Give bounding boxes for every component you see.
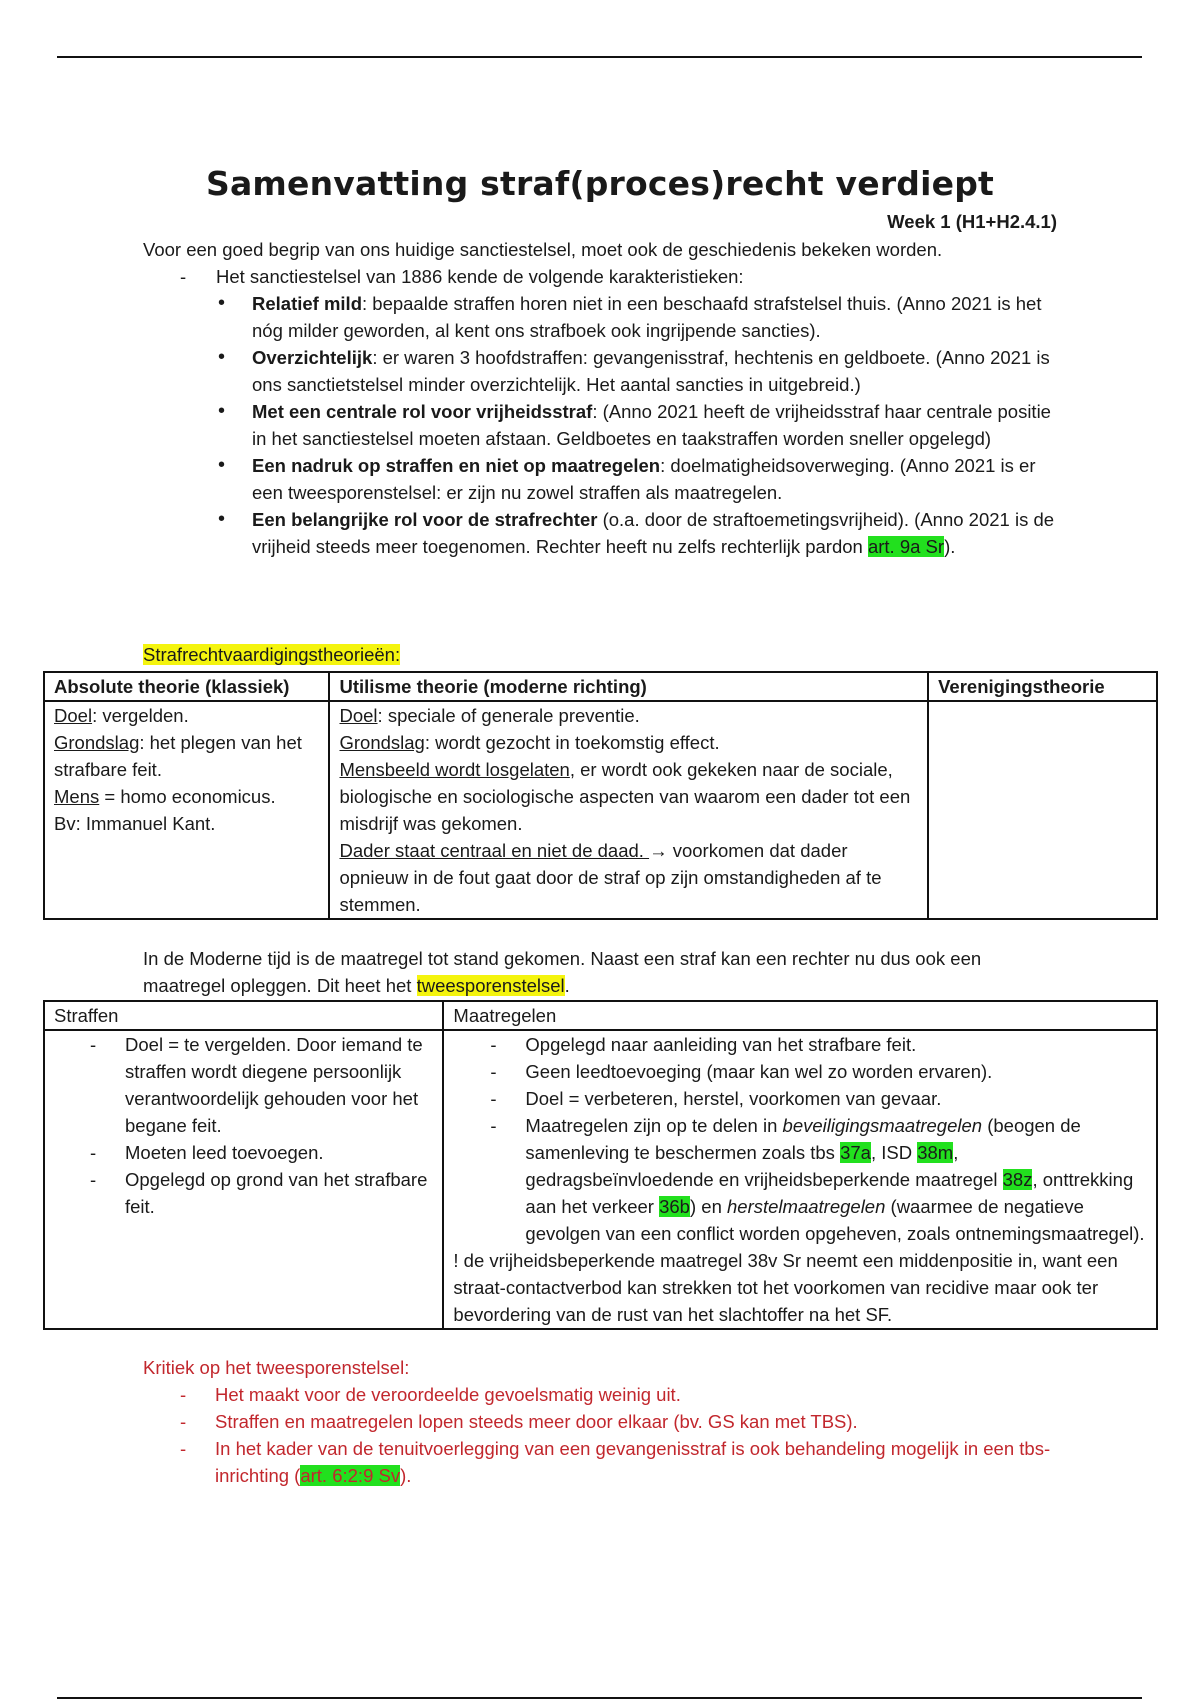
list-item: • Met een centrale rol voor vrijheidsstraf: (Anno 2021 heeft de vrijheidsstraf haar centrale positie in het sanctiestelsel moeten afstaan. Geldboetes en taakstraffen worden sneller opgelegd) [218, 400, 1051, 449]
list-item: - Doel = te vergelden. Door iemand te straffen wordt diegene persoonlijk verantwoordelijk gehouden voor het begane feit. [90, 1034, 423, 1136]
article-highlight: 37a [840, 1142, 871, 1163]
table-header: Utilisme theorie (moderne richting) [329, 672, 928, 701]
article-highlight: art. 9a Sr [867, 536, 945, 557]
list-item: • Relatief mild: bepaalde straffen horen niet in een beschaafd strafstelsel thuis. (Anno 2021 is het nóg milder geworden, al kent ons strafboek ook ingrijpende sancties). [218, 292, 1042, 341]
list-item: - Opgelegd op grond van het strafbare feit. [90, 1169, 428, 1217]
article-highlight: 36b [659, 1196, 690, 1217]
kritiek-title: Kritiek op het tweesporenstelsel: [143, 1357, 410, 1378]
document-title: Samenvatting straf(proces)recht verdiept [205, 164, 995, 203]
top-rule [57, 56, 1142, 58]
table-row [44, 1030, 1157, 1329]
article-highlight: 38z [1002, 1169, 1033, 1190]
table-header: Verenigingstheorie [928, 672, 1157, 701]
characteristics-list [215, 290, 1055, 560]
list-item: • Een belangrijke rol voor de strafrechter (o.a. door de straftoemetingsvrijheid). (Anno 2021 is de vrijheid steeds meer toegenomen. Rechter heeft nu zelfs rechterlijk pardon art. 9a Sr). [218, 508, 1055, 557]
sanctions-table [43, 1000, 1158, 1330]
bullet-icon: • [218, 454, 226, 476]
table-header: Straffen [44, 1001, 443, 1030]
note-text: ! de vrijheidsbeperkende maatregel 38v Sr neemt een middenpositie in, want een straat-contactverbod kan strekken tot het voorkomen van recidive maar ook ter bevordering van de rust van het slachtoffer na het SF. [453, 1250, 1118, 1325]
list-item: - Maatregelen zijn op te delen in beveiligingsmaatregelen (beogen de samenleving te beschermen zoals tbs 37a, ISD 38m, gedragsbeïnvloedende en vrijheidsbeperkende maatregel 38z, onttrekking aan het verkeer 36b) en herstelmaatregelen (waarmee de negatieve gevolgen van een conflict worden opgeheven, zoals ontnemingsmaatregel). [490, 1115, 1145, 1244]
table-header-row [44, 672, 1157, 701]
list-item: - Straffen en maatregelen lopen steeds meer door elkaar (bv. GS kan met TBS). [180, 1411, 858, 1432]
maatregelen-cell [443, 1030, 1157, 1329]
list-item: - Doel = verbeteren, herstel, voorkomen van gevaar. [490, 1088, 942, 1109]
table-header: Absolute theorie (klassiek) [44, 672, 329, 701]
utilism-theory-cell: Doel: speciale of generale preventie. Grondslag: wordt gezocht in toekomstig effect. Mensbeeld wordt losgelaten, er wordt ook gekeken naar de sociale, biologische en sociologische aspecten van waarom een dader tot een misdrijf was gekomen. Dader staat centraal en niet de daad. → voorkomen dat dader opnieuw in de fout gaat door de straf op zijn omstandigheden af te stemmen. [329, 701, 928, 919]
theories-table [43, 671, 1158, 920]
intro-paragraph: Voor een goed begrip van ons huidige sanctiestelsel, moet ook de geschiedenis bekeken worden. [143, 239, 943, 260]
list-item: - Geen leedtoevoeging (maar kan wel zo worden ervaren). [490, 1061, 993, 1082]
tweesporen-highlight: tweesporenstelsel [416, 975, 565, 996]
bullet-icon: • [218, 346, 226, 368]
kritiek-section [143, 1354, 1103, 1489]
table-header-row [44, 1001, 1157, 1030]
list-item: • Een nadruk op straffen en niet op maatregelen: doelmatigheidsoverweging. (Anno 2021 is er een tweesporenstelsel: er zijn nu zowel straffen als maatregelen. [218, 454, 1036, 503]
absolute-theory-cell: Doel: vergelden. Grondslag: het plegen van het strafbare feit. Mens = homo economicus. Bv: Immanuel Kant. [44, 701, 329, 919]
list-item: - In het kader van de tenuitvoerlegging van een gevangenisstraf is ook behandeling mogelijk in een tbs-inrichting (art. 6:2:9 Sv). [180, 1438, 1051, 1486]
modern-paragraph: In de Moderne tijd is de maatregel tot stand gekomen. Naast een straf kan een rechter nu dus ook een maatregel opleggen. Dit heet het tweesporenstelsel. [143, 948, 982, 996]
article-highlight: art. 6:2:9 Sv [300, 1465, 401, 1486]
bullet-icon: • [218, 400, 226, 422]
bullet-icon: • [218, 292, 226, 314]
bottom-rule [57, 1697, 1142, 1699]
bullet-icon: • [218, 508, 226, 530]
list-item: • Overzichtelijk: er waren 3 hoofdstraffen: gevangenisstraf, hechtenis en geldboete. (Anno 2021 is ons sanctietstelsel minder overzichtelijk. Het aantal sancties in uitgebreid.) [218, 346, 1050, 395]
article-highlight: 38m [917, 1142, 954, 1163]
list-item: - Het maakt voor de veroordeelde gevoelsmatig weinig uit. [180, 1384, 681, 1405]
straffen-cell [44, 1030, 443, 1329]
verenigings-theory-cell [928, 701, 1157, 919]
list-item: - Opgelegd naar aanleiding van het strafbare feit. [490, 1034, 917, 1055]
table-header: Maatregelen [443, 1001, 1157, 1030]
theories-label: Strafrechtvaardigingstheorieën: [143, 644, 401, 665]
list-item: - Moeten leed toevoegen. [90, 1142, 324, 1163]
week-label: Week 1 (H1+H2.4.1) [887, 211, 1057, 232]
table-row [44, 701, 1157, 919]
